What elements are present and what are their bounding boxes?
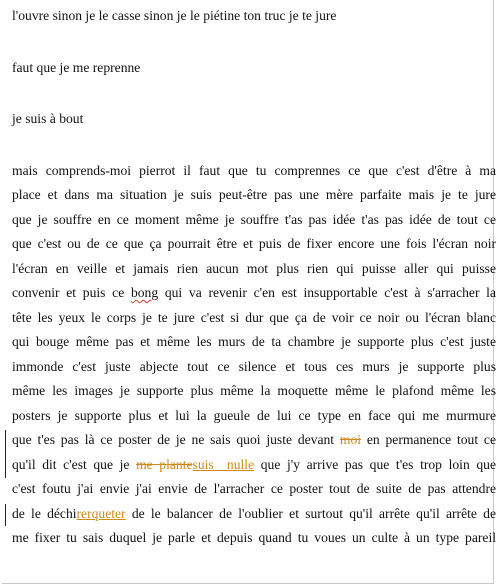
tracked-insertion[interactable]: suis nulle bbox=[192, 457, 255, 472]
body-line-3: que je souffre en ce moment même je souffre t'as pas idée t'as pas idée de tout ce bbox=[12, 212, 496, 227]
body-line-16: me fixer tu sais duquel je parle et depuis quand tu voues un culte à un type pareil bbox=[12, 530, 496, 545]
text-run: qui va revenir c'en est insupportable c'est à s'arracher la bbox=[158, 285, 496, 300]
body-line-6 bbox=[12, 283, 496, 303]
change-bar bbox=[5, 430, 6, 478]
text-run: de le déchi bbox=[12, 506, 77, 521]
change-bar bbox=[5, 504, 6, 526]
text-run: convenir et puis ce bbox=[12, 285, 131, 300]
text-run: qu'il dit c'est que je bbox=[12, 457, 137, 472]
spelling-error-word[interactable]: bong bbox=[130, 285, 159, 300]
document-page bbox=[2, 0, 494, 584]
body-line-8: qui bouge même pas et même les murs de ta chambre je supporte plus c'est juste bbox=[12, 334, 496, 349]
body-line-11: posters je supporte plus et lui la gueule de lui ce type en face qui me murmure bbox=[12, 408, 496, 423]
body-line-10: même les images je supporte plus même la moquette même le plafond même les bbox=[12, 383, 496, 398]
body-line-1: mais comprends-moi pierrot il faut que tu comprennes ce que c'est d'être à ma bbox=[12, 163, 496, 178]
text-run: que j'y arrive pas que t'es trop loin que bbox=[254, 457, 496, 472]
body-line-15 bbox=[12, 504, 496, 524]
body-line-4: que c'est ou de ce que ça pourrait être et puis de fixer encore une fois l'écran noir bbox=[12, 236, 496, 251]
body-line-14: c'est foutu j'ai envie j'ai envie de l'arracher ce poster tout de suite de pas attendre bbox=[12, 481, 496, 496]
text-run: que t'es pas là ce poster de je ne sais quoi juste devant bbox=[12, 432, 340, 447]
tracked-deletion[interactable]: me plante bbox=[136, 457, 193, 472]
body-line-9: immonde c'est juste abjecte tout ce silence et tous ces murs je supporte plus bbox=[12, 359, 496, 374]
body-line-2: place et dans ma situation je suis peut-être pas une mère parfaite mais je te jure bbox=[12, 187, 496, 202]
body-line-12 bbox=[12, 430, 496, 450]
text-run: de le balancer de l'oublier et surtout qu'il arrête qu'il arrête de bbox=[125, 506, 496, 521]
paragraph-2: faut que je me reprenne bbox=[12, 60, 141, 75]
paragraph-1: l'ouvre sinon je le casse sinon je le piétine ton truc je te jure bbox=[12, 8, 337, 23]
body-line-7: tête les yeux le corps je te jure c'est si dur que ça de voir ce noir ou l'écran blanc bbox=[12, 310, 496, 325]
tracked-insertion[interactable]: rerqueter bbox=[76, 506, 126, 521]
body-line-5: l'écran en veille et jamais rien aucun mot plus rien qui puisse aller qui puisse bbox=[12, 261, 496, 276]
text-run: en permanence tout ce bbox=[361, 432, 496, 447]
body-line-13 bbox=[12, 455, 496, 475]
paragraph-3: je suis à bout bbox=[12, 111, 84, 126]
tracked-deletion[interactable]: moi bbox=[339, 432, 362, 447]
